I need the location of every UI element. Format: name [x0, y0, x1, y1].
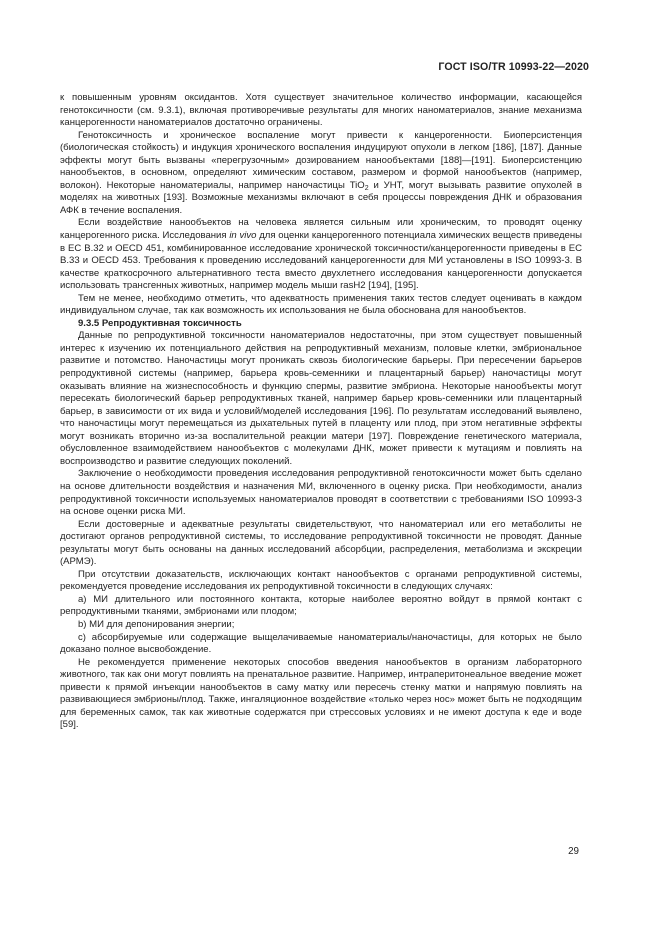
document-body: [60, 92, 582, 732]
paragraph-administration-routes: Не рекомендуется применение некоторых способов введения нанообъектов в организм лабораторного животного, так как они могут повлиять на пренатальное развитие. Например, интраперитонеальное введение может привести к прямой инъекции нанообъектов в саму матку или пересечь стенку матки и напрямую повлиять на развивающиеся эмбрионы/плод. Также, ингаляционное воздействие «только через нос» может быть не подходящим для беременных самок, так как животные содержатся при стрессовых условиях и не имеют доступа к еде и воде [59].: [60, 656, 582, 731]
list-item-a: а) МИ длительного или постоянного контакта, которые наиболее вероятно войдут в прямой контакт с репродуктивными тканями, эмбрионами или плодом;: [60, 593, 582, 618]
list-item-c: c) абсорбируемые или содержащие выщелачиваемые наноматериалы/наночастицы, для которых не было доказано полное высвобождение.: [60, 631, 582, 656]
paragraph-conclusion: Заключение о необходимости проведения исследования репродуктивной генотоксичности может быть сделано на основе длительности воздействия и назначения МИ, включенного в оценку риска. При необходимости, анализ репродуктивной токсичности используемых наноматериалов проводят в соответствии с требованиями ISO 10993-3 на основе оценки риска МИ.: [60, 468, 582, 518]
subscript-2: 2: [364, 184, 369, 192]
paragraph-genotoxicity: [60, 130, 582, 218]
paragraph-absence-evidence: При отсутствии доказательств, исключающих контакт нанообъектов с органами репродуктивной системы, рекомендуется проведение исследования их репродуктивной токсичности в следующих случаях:: [60, 568, 582, 593]
paragraph-carcinogenic-risk: [60, 217, 582, 292]
page-number: 29: [568, 846, 579, 857]
list-item-b: b) МИ для депонирования энергии;: [78, 618, 235, 630]
italic-in-vivo: in vivo: [229, 230, 257, 242]
paragraph-genotoxicity-text-2: и УНТ, могут вызывать развитие опухолей в моделях на животных [193]. Возможные механизмы включают в себя процессы повреждения ДНК и образования АФК в течение воспаления.: [60, 179, 582, 216]
paragraph-adequacy: Тем не менее, необходимо отметить, что адекватность применения таких тестов следует оценивать в каждом индивидуальном случае, так как возможность их использования не была обоснована для нанообъектов.: [60, 292, 582, 317]
section-heading: 9.3.5 Репродуктивная токсичность: [78, 317, 242, 329]
document-header: ГОСТ ISO/TR 10993-22—2020: [438, 61, 589, 73]
paragraph-genotoxicity-text-1: Генотоксичность и хроническое воспаление могут привести к канцерогенности. Биоперсистенция (биологическая стойкость) и индукция хронического воспаления индуцируют опухоли в легком [186], [187]. Данные эффекты могут быть вызваны «перегрузочным» дозированием нанообъектами [188]—[191]. Биоперсистенцию нанообъектов, в основном, определяют химическим составом, размером и формой нанообъектов (например, волокон). Некоторые наноматериалы, например наночастицы TiO: [60, 129, 582, 191]
paragraph-reproductive-data: Данные по репродуктивной токсичности наноматериалов недостаточны, при этом существует повышенный интерес к изучению их потенциального действия на репродуктивный механизм, половые клетки, эмбриональное развитие и потомство. Наночастицы могут проникать сквозь биологические барьеры. При пересечении барьеров репродуктивной системы (например, барьера кровь-семенники и плацентарный барьер) наночастицы могут оказывать влияние на жизнеспособность и функцию спермы, развитие эмбриона. Некоторые нанообъекты могут пересекать биологический барьер репродуктивных тканей, например барьер кровь-семенники или плацентарный барьер, в зависимости от их вида и условий/моделей исследования [196]. По результатам исследований выявлено, что наночастицы могут перемещаться из дыхательных путей в плаценту или плод, при этом негативные эффекты могут возникать вторично из-за воспалительной реакции матери [197]. Повреждение генетического материала, обусловленное взаимодействием нанообъектов с молекулами ДНК, может привести к мутациям и повлиять на воспроизводство и развитие следующих поколений.: [60, 330, 582, 467]
paragraph-oxidants: к повышенным уровням оксидантов. Хотя существует значительное количество информации, касающейся генотоксичности (см. 9.3.1), включая противоречивые результаты для многих наноматериалов, знание механизма канцерогенности наноматериалов достаточно ограничены.: [60, 92, 582, 129]
paragraph-carcinogenic-risk-text-2: для оценки канцерогенного потенциала химических веществ приведены в EC B.32 и OECD 451, комбинированное исследование хронической токсичности/канцерогенности приведены в EC B.33 и OECD 453. Требования к проведению исследований канцерогенности для МИ установлены в ISO 10993-3. В качестве краткосрочного альтернативного теста вместо двухлетнего исследования канцерогенности допускается использовать трансгенных животных, например модель мыши rasH2 [194], [195].: [60, 230, 582, 292]
paragraph-reliable-results: Если достоверные и адекватные результаты свидетельствуют, что наноматериал или его метаболиты не достигают органов репродуктивной системы, то исследование репродуктивной токсичности не проводят. Данные результаты могут быть основаны на данных исследований абсорбции, распределения, метаболизма и экскреции (АРМЭ).: [60, 518, 582, 568]
paragraph-carcinogenic-risk-text-1: Если воздействие нанообъектов на человека является сильным или хроническим, то проводят оценку канцерогенного риска. Исследования: [60, 217, 582, 242]
